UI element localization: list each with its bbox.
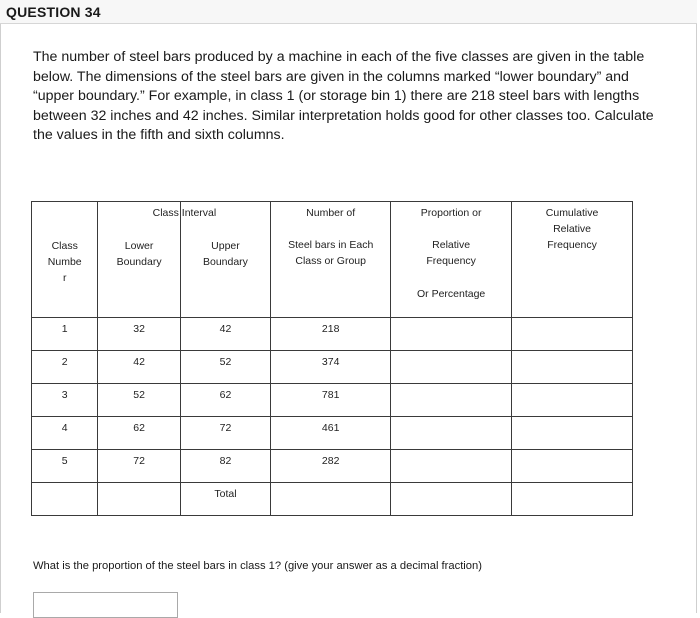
table-row [32,318,633,351]
header-relative-line1: Relative [432,239,471,251]
header-relative-line2: Frequency [426,255,476,267]
header-cumulative-line3: Frequency [547,239,597,251]
header-steel-bars-line1: Steel bars in Each [288,239,374,251]
header-class-number-line1: Class [51,240,78,252]
table-row [32,450,633,483]
header-cumulative-label [512,205,632,253]
header-cumulative-line2: Relative [553,223,591,235]
header-upper-line1: Upper [211,240,240,252]
cell-count: 461 [271,417,391,450]
table-header-row [32,202,633,318]
frequency-table [31,201,633,516]
header-class-interval: Class Interval [152,207,217,219]
cell-total-label: Total [180,483,270,516]
cell-cumulative [512,351,633,384]
question-title: QUESTION 34 [6,4,101,20]
header-class-number-line2: Numbe [47,256,82,268]
cell-proportion [391,384,512,417]
header-cumulative [512,202,633,318]
answer-input[interactable] [33,592,178,618]
header-relative-frequency [391,237,511,269]
cell-upper: 42 [180,318,270,351]
cell-proportion [391,417,512,450]
cell-class: 5 [32,450,98,483]
cell-cumulative [512,450,633,483]
table-row [32,417,633,450]
cell-count: 282 [271,450,391,483]
cell-cumulative [512,417,633,450]
cell-lower: 42 [98,351,180,384]
header-number-of-steel-bars [271,202,391,318]
table-row [32,384,633,417]
cell-count: 374 [271,351,391,384]
header-upper-boundary [180,202,270,318]
header-lower-line2: Boundary [116,256,162,268]
cell-class: 4 [32,417,98,450]
cell-upper: 72 [180,417,270,450]
cell-count: 781 [271,384,391,417]
cell-total-count [271,483,391,516]
table-total-row [32,483,633,516]
cell-class: 1 [32,318,98,351]
header-class-number [32,202,98,318]
cell-total-cumulative [512,483,633,516]
cell-class: 3 [32,384,98,417]
cell-proportion [391,318,512,351]
header-steel-bars-line2: Class or Group [295,255,366,267]
cell-upper: 62 [180,384,270,417]
header-proportion-of: Proportion or [420,207,482,219]
cell-upper: 82 [180,450,270,483]
question-text: The number of steel bars produced by a machine in each of the five classes are given in the table below. The dimensions of the steel bars are given in the columns marked “lower boundary” and “upper boundary.” For example, in class 1 (or storage bin 1) there are 218 steel bars with lengths between 32 inches and 42 inches. Similar interpretation holds good for other classes too. Calculate the values in the fifth and sixth columns. [33,49,654,144]
cell-cumulative [512,384,633,417]
cell-count: 218 [271,318,391,351]
header-lower-boundary [98,202,217,318]
header-lower-line1: Lower [124,240,154,252]
header-proportion [391,202,512,318]
header-or-percentage: Or Percentage [416,288,486,300]
header-upper-line2: Boundary [202,256,248,268]
header-lower-label [98,238,179,270]
cell-total-class [32,483,98,516]
cell-upper: 52 [180,351,270,384]
header-class-number-line3: r [62,272,67,284]
header-upper-label [181,238,270,270]
cell-lower: 32 [98,318,180,351]
cell-total-lower [98,483,180,516]
cell-class: 2 [32,351,98,384]
header-number-of: Number of [306,207,356,219]
cell-lower: 52 [98,384,180,417]
cell-lower: 72 [98,450,180,483]
question-header [0,0,697,24]
header-steel-bars-label [271,237,390,269]
cell-total-proportion [391,483,512,516]
table-row [32,351,633,384]
cell-cumulative [512,318,633,351]
cell-proportion [391,351,512,384]
cell-proportion [391,450,512,483]
header-cumulative-line1: Cumulative [545,207,599,219]
cell-lower: 62 [98,417,180,450]
header-class-number-label [32,238,97,286]
followup-question: What is the proportion of the steel bars in class 1? (give your answer as a decimal fraction) [33,560,482,572]
